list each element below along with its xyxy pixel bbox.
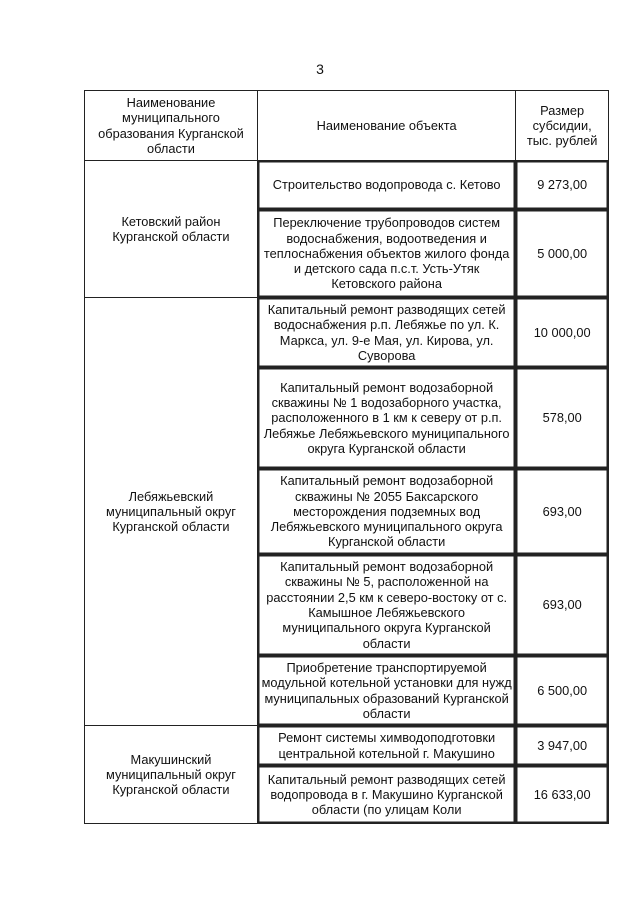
amount-cell: 5 000,00 [516,210,609,298]
municipality-cell: Лебяжьевский муниципальный округ Курганской области [85,298,258,726]
page-number: 3 [316,61,324,77]
object-cell: Капитальный ремонт водозаборной скважины № 1 водозаборного участка, расположенного в 1 км к северу от р.п. Лебяжье Лебяжьевского муниципального округа Курганской области [258,368,516,469]
header-amount: Размер субсидии, тыс. рублей [516,91,609,161]
municipality-cell: Макушинский муниципальный округ Курганской области [85,726,258,824]
table-header-row [85,91,609,161]
amount-cell: 693,00 [516,469,609,555]
table-row [85,298,609,368]
amount-cell: 10 000,00 [516,298,609,368]
header-municipality: Наименование муниципального образования Курганской области [85,91,258,161]
amount-cell: 3 947,00 [516,726,609,766]
amount-cell: 16 633,00 [516,766,609,824]
municipality-cell: Кетовский район Курганской области [85,161,258,298]
table-row [85,726,609,766]
object-cell: Капитальный ремонт водозаборной скважины № 5, расположенной на расстоянии 2,5 км к северо-востоку от с. Камышное Лебяжьевского муниципального округа Курганской области [258,555,516,656]
object-cell: Капитальный ремонт разводящих сетей водопровода в г. Макушино Курганской области (по улицам Коли [258,766,516,824]
amount-cell: 578,00 [516,368,609,469]
table-row [85,161,609,210]
object-cell: Ремонт системы химводоподготовки центральной котельной г. Макушино [258,726,516,766]
amount-cell: 693,00 [516,555,609,656]
object-cell: Приобретение транспортируемой модульной котельной установки для нужд муниципальных образований Курганской области [258,656,516,726]
amount-cell: 6 500,00 [516,656,609,726]
header-object: Наименование объекта [258,91,516,161]
subsidy-table [84,90,609,824]
object-cell: Строительство водопровода с. Кетово [258,161,516,210]
amount-cell: 9 273,00 [516,161,609,210]
object-cell: Капитальный ремонт водозаборной скважины № 2055 Баксарского месторождения подземных вод Лебяжьевского муниципального округа Курганской области [258,469,516,555]
object-cell: Переключение трубопроводов систем водоснабжения, водоотведения и теплоснабжения объектов жилого фонда и детского сада п.с.т. Усть-Утяк Кетовского района [258,210,516,298]
object-cell: Капитальный ремонт разводящих сетей водоснабжения р.п. Лебяжье по ул. К. Маркса, ул. 9-е Мая, ул. Кирова, ул. Суворова [258,298,516,368]
